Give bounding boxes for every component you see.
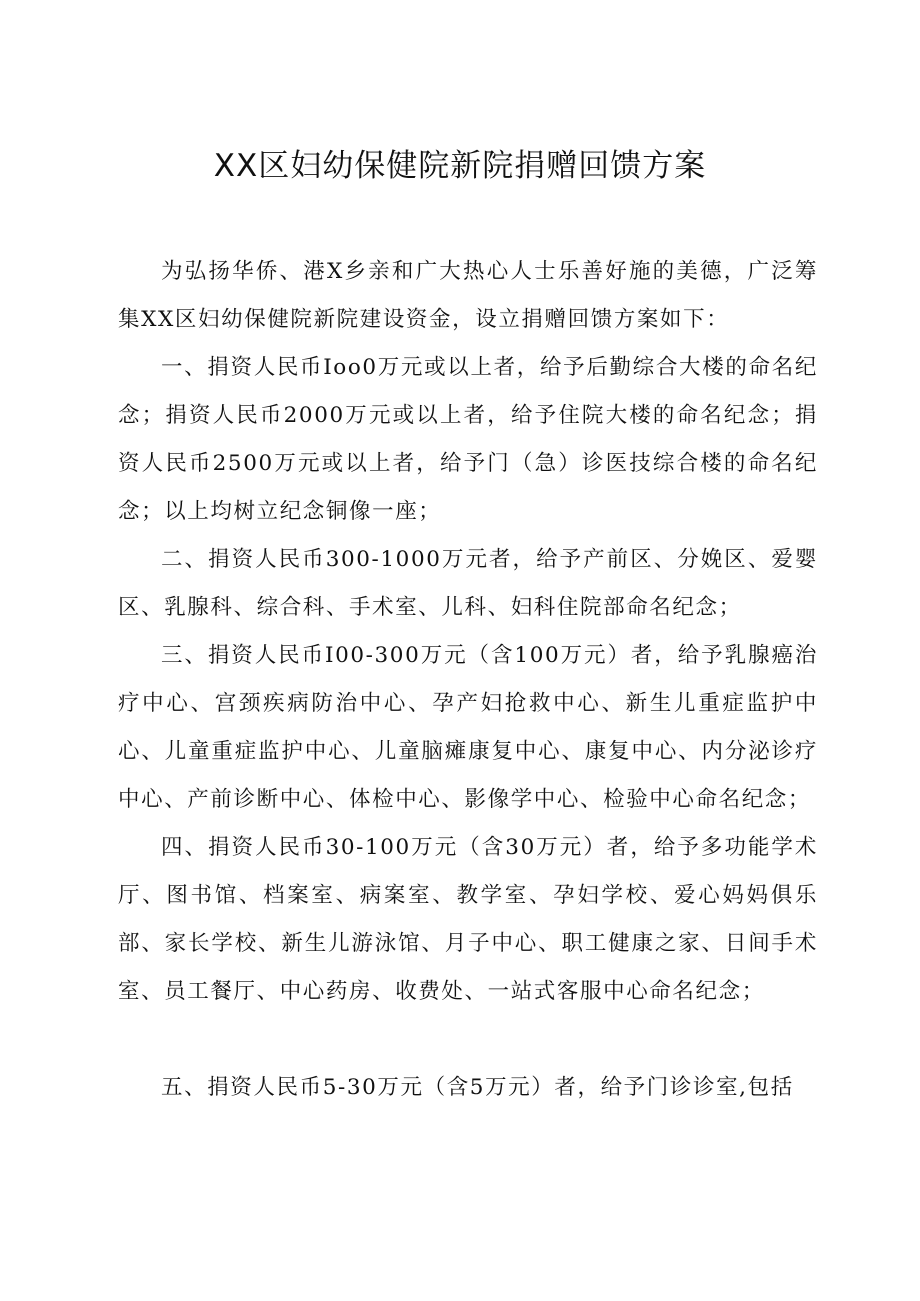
document-title: XX区妇幼保健院新院捐赠回馈方案 — [213, 148, 707, 184]
document-body — [118, 248, 818, 1112]
paragraph-tier-3: 三、捐资人民币I00-300万元（含100万元）者，给予乳腺癌治疗中心、宫颈疾病防治中心、孕产妇抢救中心、新生儿重症监护中心、儿童重症监护中心、儿童脑瘫康复中心、康复中心、内分泌诊疗中心、产前诊断中心、体检中心、影像学中心、检验中心命名纪念； — [118, 643, 818, 812]
paragraph-tier-5: 五、捐资人民币5-30万元（含5万元）者，给予门诊诊室,包括 — [161, 1075, 794, 1100]
paragraph-tier-2: 二、捐资人民币300-1000万元者，给予产前区、分娩区、爱婴区、乳腺科、综合科、手术室、儿科、妇科住院部命名纪念； — [118, 547, 818, 620]
paragraph-intro: 为弘扬华侨、港X乡亲和广大热心人士乐善好施的美德，广泛筹集XX区妇幼保健院新院建设资金，设立捐赠回馈方案如下： — [118, 259, 818, 332]
paragraph-tier-1: 一、捐资人民币Ioo0万元或以上者，给予后勤综合大楼的命名纪念；捐资人民币2000万元或以上者，给予住院大楼的命名纪念；捐资人民币2500万元或以上者，给予门（急）诊医技综合楼的命名纪念；以上均树立纪念铜像一座； — [118, 355, 818, 524]
paragraph-tier-4: 四、捐资人民币30-100万元（含30万元）者，给予多功能学术厅、图书馆、档案室、病案室、教学室、孕妇学校、爱心妈妈俱乐部、家长学校、新生儿游泳馆、月子中心、职工健康之家、日间手术室、员工餐厅、中心药房、收费处、一站式客服中心命名纪念； — [118, 835, 818, 1004]
